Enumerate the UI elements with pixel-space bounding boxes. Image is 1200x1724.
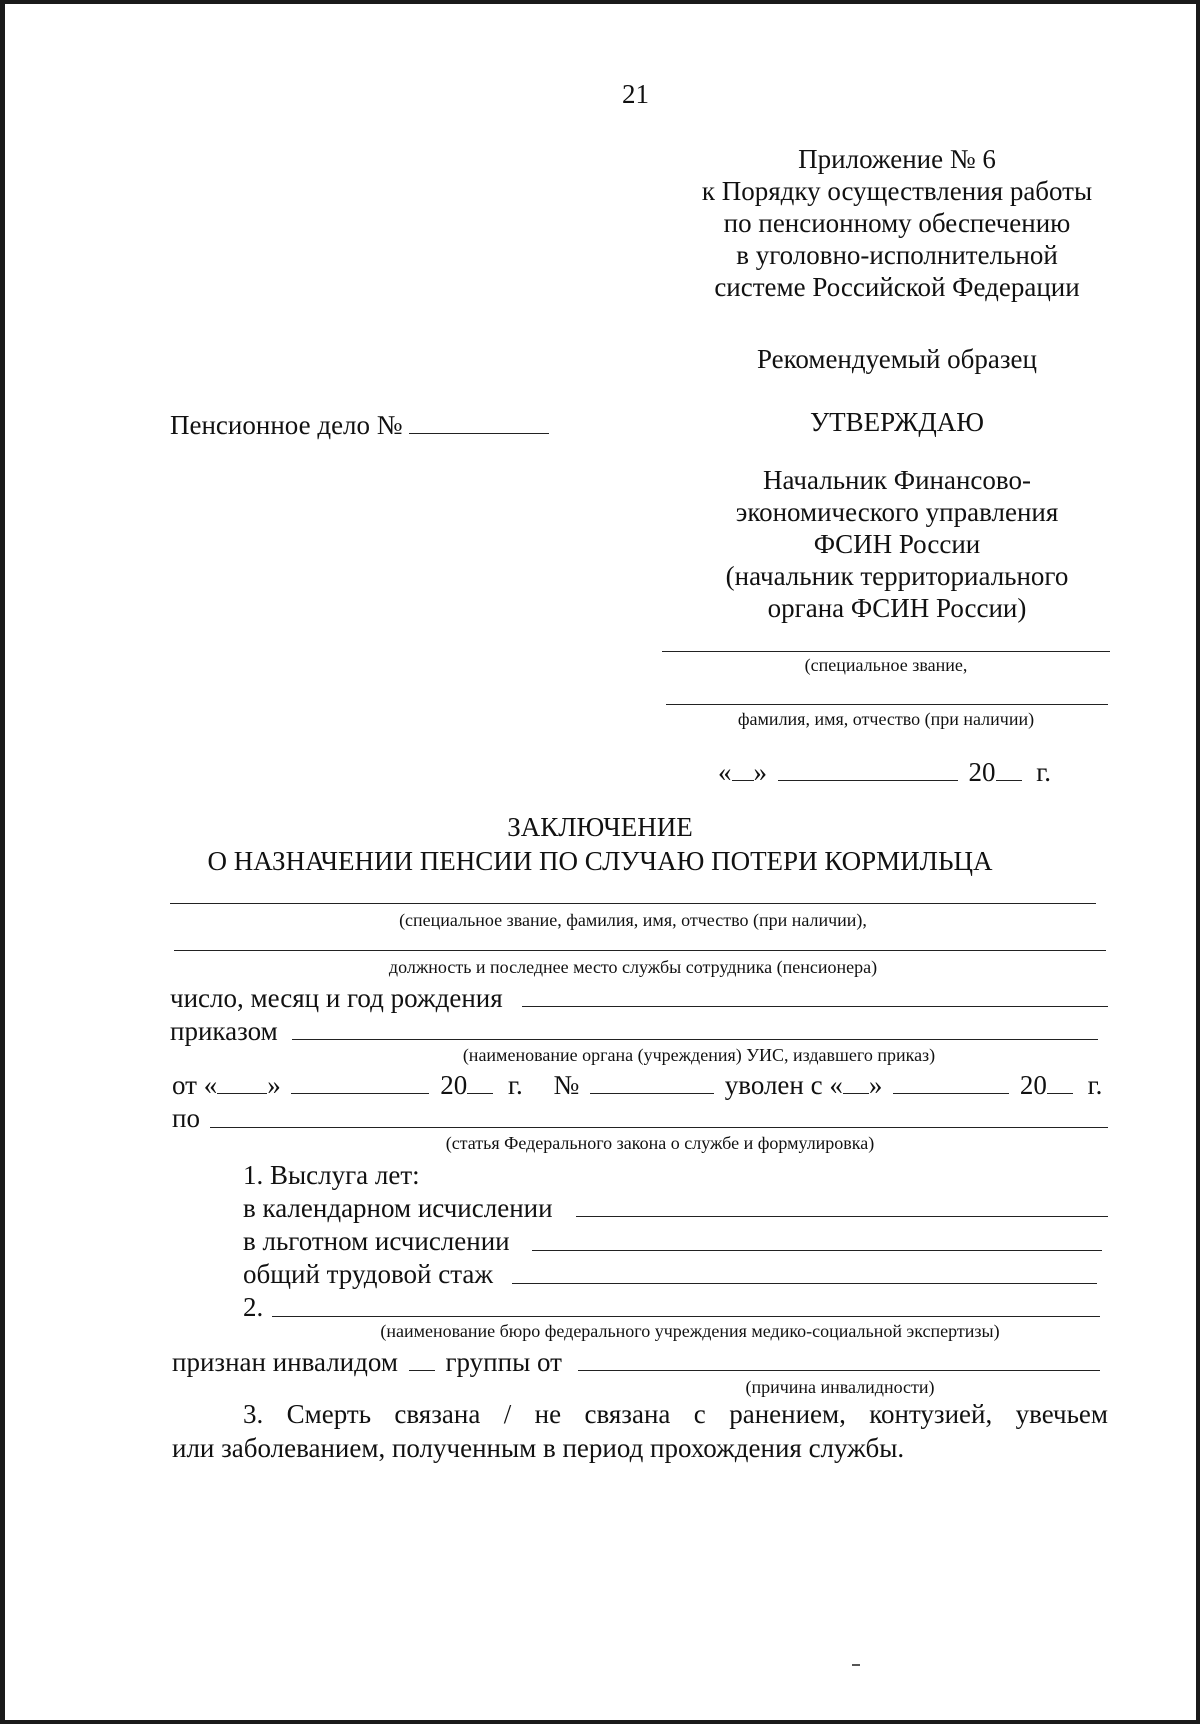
- preferential-label: в льготном исчислении: [243, 1226, 510, 1256]
- preferential-field[interactable]: [532, 1250, 1102, 1251]
- document-title-line2: О НАЗНАЧЕНИИ ПЕНСИИ ПО СЛУЧАЮ ПОТЕРИ КОРМИЛЬЦА: [207, 846, 993, 876]
- service-length-title: 1. Выслуга лет:: [243, 1160, 420, 1190]
- dismissed-year-field[interactable]: [1047, 1071, 1073, 1094]
- by-label: по: [172, 1103, 200, 1133]
- bureau-field[interactable]: [272, 1316, 1100, 1317]
- order-year-prefix: 20: [440, 1070, 468, 1100]
- employee-position-hint: должность и последнее место службы сотрудника (пенсионера): [388, 957, 878, 977]
- section3-line1: 3. Смерть связана / не связана с ранением, контузией, увечьем: [243, 1399, 1108, 1429]
- order-organ-hint: (наименование органа (учреждения) УИС, издавшего приказ): [462, 1045, 936, 1065]
- article-field[interactable]: [210, 1127, 1108, 1128]
- approve-title: УТВЕРЖДАЮ: [809, 407, 985, 437]
- disability-reason-hint: (причина инвалидности): [745, 1377, 935, 1397]
- order-number-sign: №: [553, 1070, 580, 1100]
- employee-position-line[interactable]: [174, 950, 1106, 951]
- calendar-label: в календарном исчислении: [243, 1193, 553, 1223]
- approver-rank-hint: (специальное звание,: [804, 655, 968, 675]
- article-hint: (статья Федерального закона о службе и формулировка): [445, 1133, 875, 1153]
- from-open: от «: [172, 1070, 218, 1100]
- dismissed-day-field[interactable]: [843, 1071, 869, 1094]
- pension-case-text: Пенсионное дело №: [170, 410, 403, 440]
- dismissed-label: уволен с «: [724, 1070, 843, 1100]
- approve-day-field[interactable]: [732, 758, 754, 781]
- total-field[interactable]: [512, 1283, 1097, 1284]
- appendix-line: к Порядку осуществления работы: [701, 176, 1093, 206]
- group-from-label: группы от: [445, 1347, 562, 1377]
- approve-line: экономического управления: [735, 497, 1059, 527]
- scan-speck: [852, 1664, 860, 1666]
- document-title-line1: ЗАКЛЮЧЕНИЕ: [507, 812, 693, 842]
- year-prefix: 20: [968, 757, 996, 787]
- page-number: 21: [622, 79, 649, 109]
- year-suffix: г.: [1036, 757, 1052, 787]
- date-close-quote: »: [753, 757, 767, 787]
- appendix-line: системе Российской Федерации: [714, 272, 1080, 302]
- disabled-label: признан инвалидом: [172, 1347, 398, 1377]
- disability-reason-field[interactable]: [578, 1370, 1100, 1371]
- order-date-row: [172, 1069, 1102, 1101]
- approve-block: [662, 464, 1132, 624]
- approve-line: ФСИН России: [813, 529, 981, 559]
- pension-case-number-field[interactable]: [409, 411, 549, 434]
- approve-year-field[interactable]: [996, 758, 1022, 781]
- bureau-hint: (наименование бюро федерального учреждения медико-социальной экспертизы): [380, 1321, 1000, 1341]
- dismissed-month-field[interactable]: [893, 1071, 1009, 1094]
- order-year-field[interactable]: [467, 1071, 493, 1094]
- order-number-field[interactable]: [590, 1071, 714, 1094]
- order-label: приказом: [170, 1016, 278, 1046]
- dismissed-year-suffix: г.: [1087, 1070, 1103, 1100]
- employee-rank-name-hint: (специальное звание, фамилия, имя, отчество (при наличии),: [399, 910, 867, 930]
- approver-name-hint: фамилия, имя, отчество (при наличии): [737, 709, 1035, 729]
- appendix-line: в уголовно-исполнительной: [736, 240, 1058, 270]
- approve-line: Начальник Финансово-: [763, 465, 1031, 495]
- pension-case-label: [170, 409, 549, 441]
- birth-field[interactable]: [522, 1006, 1108, 1007]
- approve-date: [718, 756, 1051, 788]
- approve-month-field[interactable]: [778, 758, 958, 781]
- calendar-field[interactable]: [576, 1216, 1108, 1217]
- order-day-field[interactable]: [217, 1071, 267, 1094]
- order-field[interactable]: [292, 1039, 1098, 1040]
- section3-line2: или заболеванием, полученным в период прохождения службы.: [172, 1433, 905, 1463]
- order-month-field[interactable]: [291, 1071, 429, 1094]
- order-year-suffix: г.: [507, 1070, 523, 1100]
- date-open-quote: «: [718, 757, 732, 787]
- approve-line: (начальник территориального: [725, 561, 1069, 591]
- disability-group-field[interactable]: [409, 1348, 435, 1371]
- disabled-row: [172, 1346, 562, 1378]
- section2-number: 2.: [243, 1292, 264, 1322]
- dismissed-close: »: [868, 1070, 883, 1100]
- recommended-sample: Рекомендуемый образец: [756, 344, 1037, 374]
- total-label: общий трудовой стаж: [243, 1259, 494, 1289]
- birth-label: число, месяц и год рождения: [170, 983, 503, 1013]
- appendix-block: [662, 143, 1132, 303]
- employee-rank-name-line[interactable]: [170, 903, 1096, 904]
- dismissed-year-prefix: 20: [1019, 1070, 1047, 1100]
- approve-line: органа ФСИН России): [767, 593, 1027, 623]
- appendix-line: по пенсионному обеспечению: [723, 208, 1071, 238]
- from-close: »: [267, 1070, 281, 1100]
- approver-name-line[interactable]: [666, 704, 1108, 705]
- appendix-line: Приложение № 6: [798, 144, 996, 174]
- approver-rank-line[interactable]: [662, 651, 1110, 652]
